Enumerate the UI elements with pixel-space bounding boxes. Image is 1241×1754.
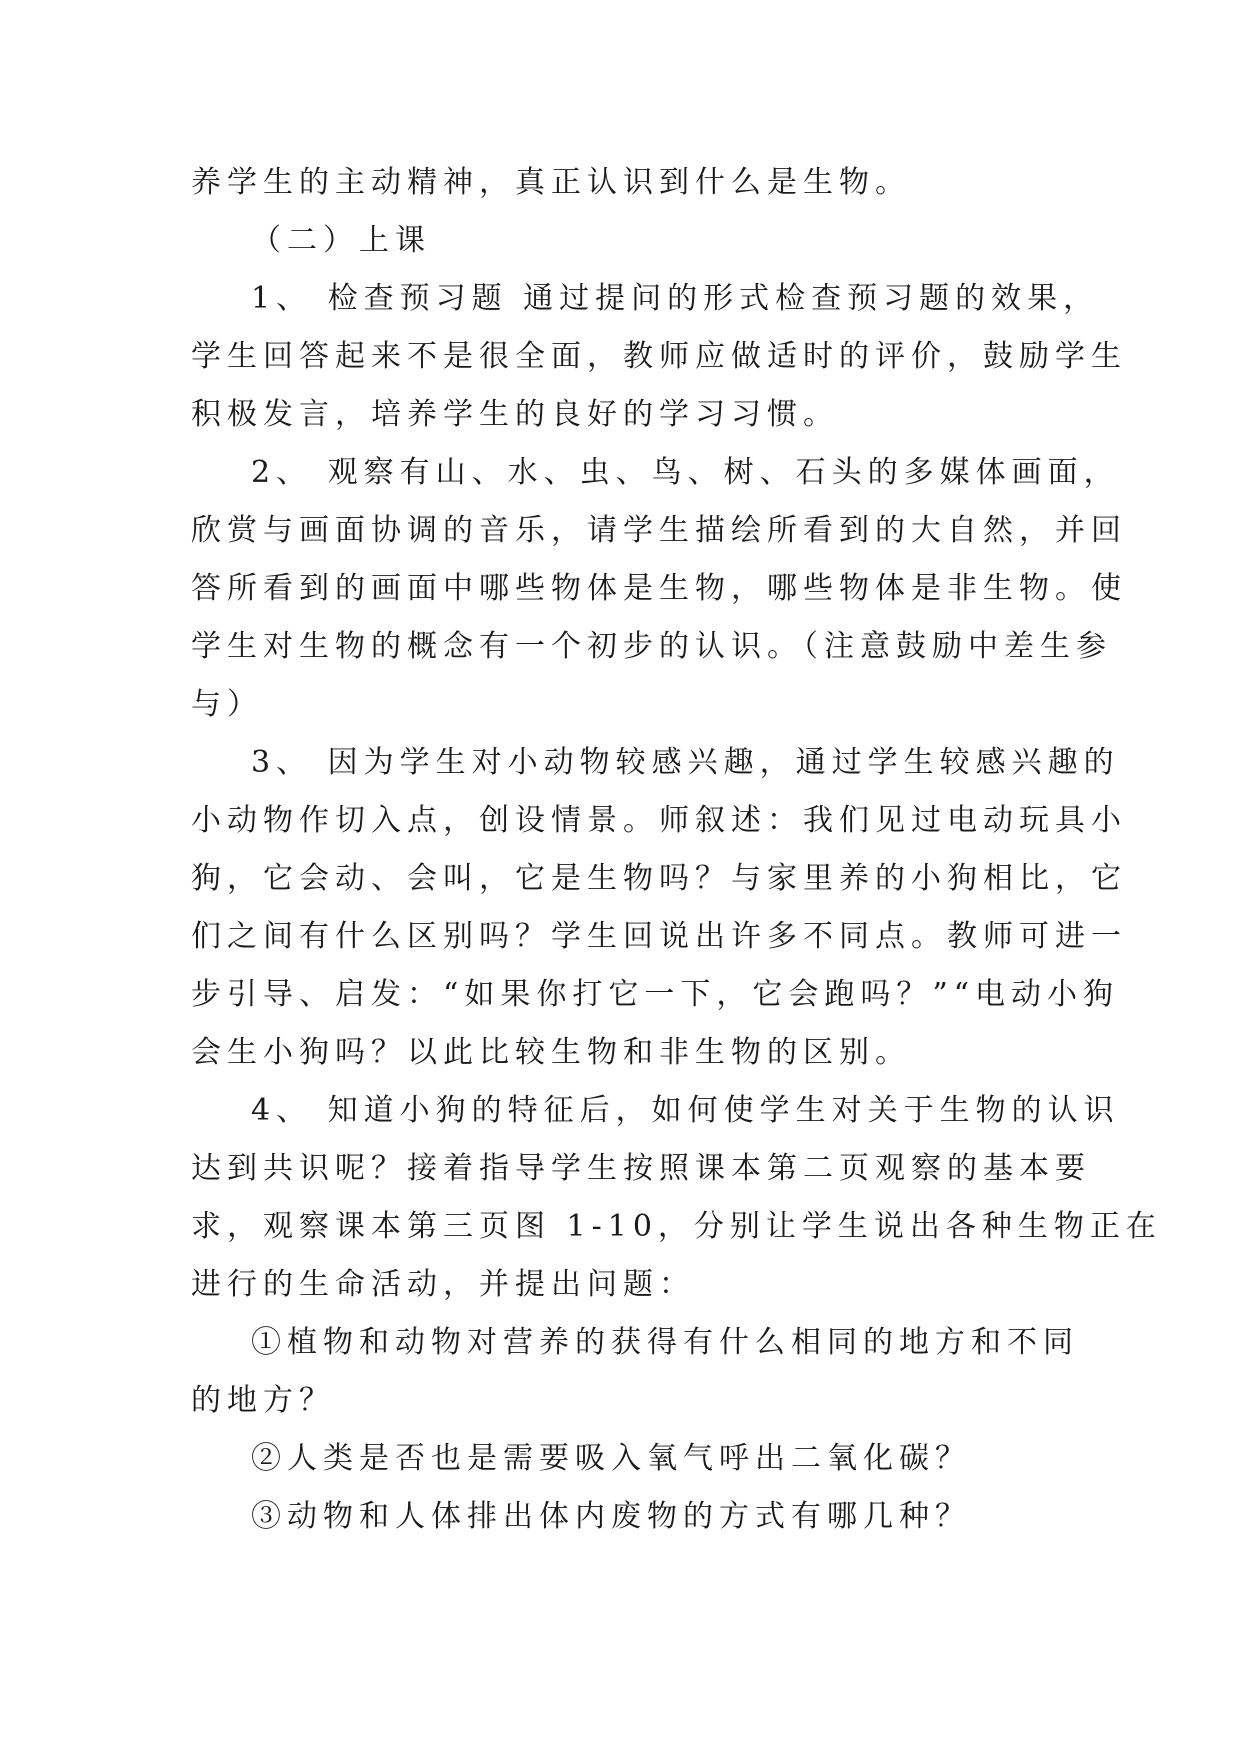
paragraph-line: 小动物作切入点，创设情景。师叙述：我们见过电动玩具小 xyxy=(191,803,1127,838)
paragraph-line: 学生对生物的概念有一个初步的认识。（注意鼓励中差生参 xyxy=(191,629,1112,664)
paragraph-line: 3、 因为学生对小动物较感兴趣，通过学生较感兴趣的 xyxy=(251,745,1120,780)
paragraph-line: 狗，它会动、会叫，它是生物吗？与家里养的小狗相比，它 xyxy=(191,861,1127,896)
question-item-continuation: 的地方？ xyxy=(191,1383,335,1418)
paragraph-line: 2、 观察有山、水、虫、鸟、树、石头的多媒体画面， xyxy=(251,455,1120,490)
question-item: ③动物和人体排出体内废物的方式有哪几种？ xyxy=(251,1499,971,1534)
paragraph-line: 会生小狗吗？以此比较生物和非生物的区别。 xyxy=(191,1035,911,1070)
paragraph-line: 养学生的主动精神，真正认识到什么是生物。 xyxy=(191,165,911,200)
paragraph-line: 1、 检查预习题 通过提问的形式检查预习题的效果， xyxy=(251,281,1100,316)
paragraph-line: 与） xyxy=(191,687,263,722)
question-item: ②人类是否也是需要吸入氧气呼出二氧化碳？ xyxy=(251,1441,971,1476)
paragraph-line: 4、 知道小狗的特征后，如何使学生对关于生物的认识 xyxy=(251,1093,1120,1128)
question-item: ①植物和动物对营养的获得有什么相同的地方和不同 xyxy=(251,1325,1079,1360)
paragraph-line: 积极发言，培养学生的良好的学习习惯。 xyxy=(191,397,839,432)
section-heading: （二）上课 xyxy=(251,223,431,258)
paragraph-line: 进行的生命活动，并提出问题： xyxy=(191,1267,695,1302)
document-body xyxy=(191,154,1162,1546)
paragraph-line: 达到共识呢？接着指导学生按照课本第二页观察的基本要 xyxy=(191,1151,1091,1186)
paragraph-line: 答所看到的画面中哪些物体是生物，哪些物体是非生物。使 xyxy=(191,571,1127,606)
paragraph-line: 步引导、启发：“如果你打它一下，它会跑吗？”“电动小狗 xyxy=(191,977,1120,1012)
paragraph-line: 们之间有什么区别吗？学生回说出许多不同点。教师可进一 xyxy=(191,919,1127,954)
paragraph-line: 求，观察课本第三页图 1-10，分别让学生说出各种生物正在 xyxy=(191,1209,1162,1244)
paragraph-line: 欣赏与画面协调的音乐，请学生描绘所看到的大自然，并回 xyxy=(191,513,1127,548)
paragraph-line: 学生回答起来不是很全面，教师应做适时的评价，鼓励学生 xyxy=(191,339,1127,374)
